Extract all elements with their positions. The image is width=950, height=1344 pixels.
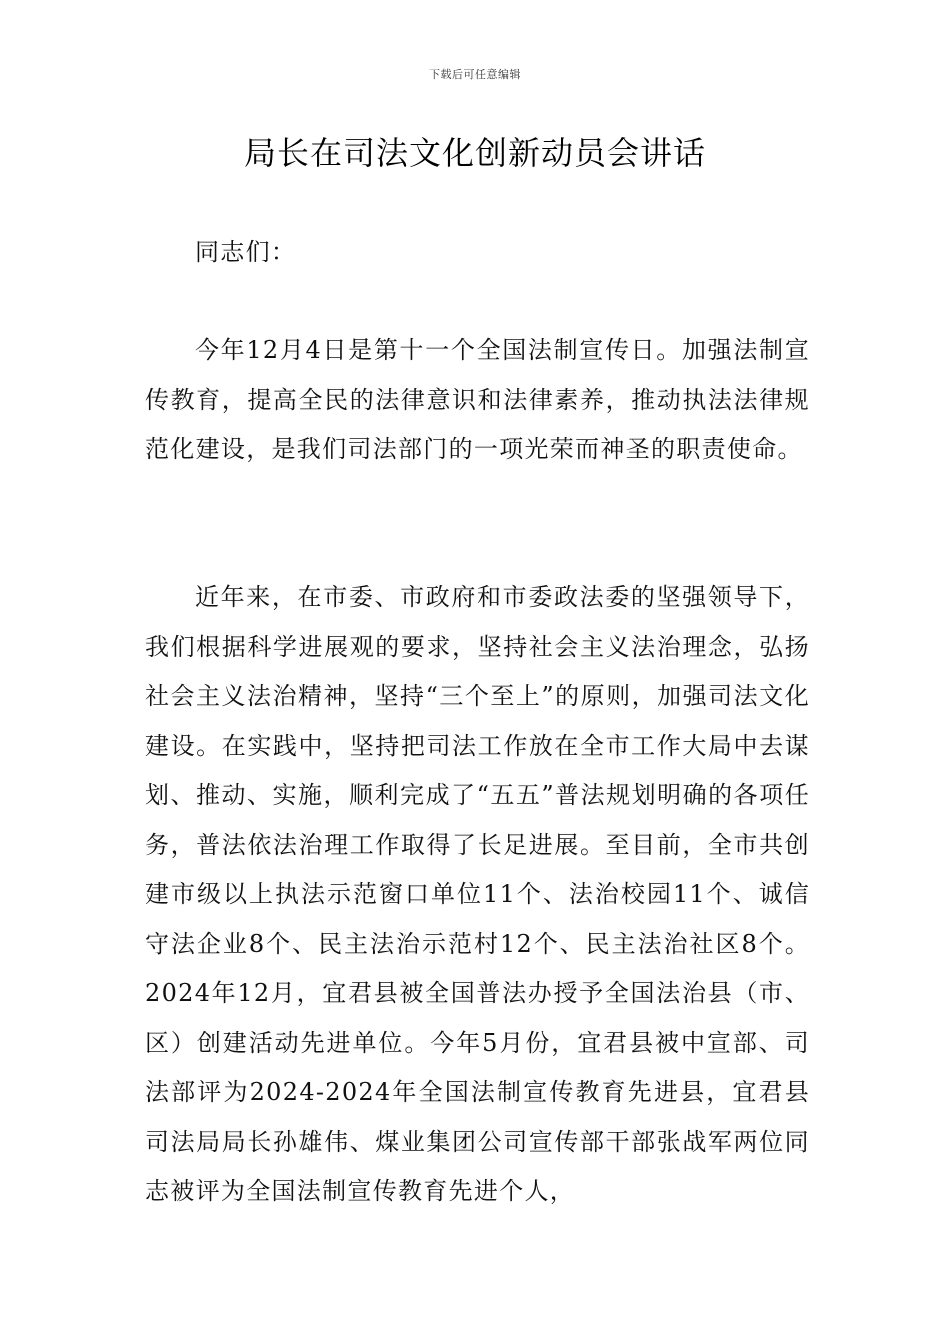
page-title: 局长在司法文化创新动员会讲话 — [243, 134, 706, 172]
paragraph-2: 近年来，在市委、市政府和市委政法委的坚强领导下，我们根据科学进展观的要求，坚持社会主义法治理念，弘扬社会主义法治精神，坚持“三个至上”的原则，加强司法文化建设。在实践中，坚持把司法工作放在全市工作大局中去谋划、推动、实施，顺利完成了“五五”普法规划明确的各项任务，普法依法治理工作取得了长足进展。至目前，全市共创建市级以上执法示范窗口单位11个、法治校园11个、诚信守法企业8个、民主法治示范村12个、民主法治社区8个。2024年12月，宜君县被全国普法办授予全国法治县（市、区）创建活动先进单位。今年5月份，宜君县被中宣部、司法部评为2024-2024年全国法制宣传教育先进县，宜君县司法局局长孙雄伟、煤业集团公司宣传部干部张战军两位同志被评为全国法制宣传教育先进个人， — [145, 583, 810, 1205]
paragraph-1: 今年12月4日是第十一个全国法制宣传日。加强法制宣传教育，提高全民的法律意识和法律素养，推动执法法律规范化建设，是我们司法部门的一项光荣而神圣的职责使命。 — [145, 336, 810, 463]
header-note: 下载后可任意编辑 — [429, 68, 521, 81]
salutation: 同志们： — [195, 238, 297, 266]
